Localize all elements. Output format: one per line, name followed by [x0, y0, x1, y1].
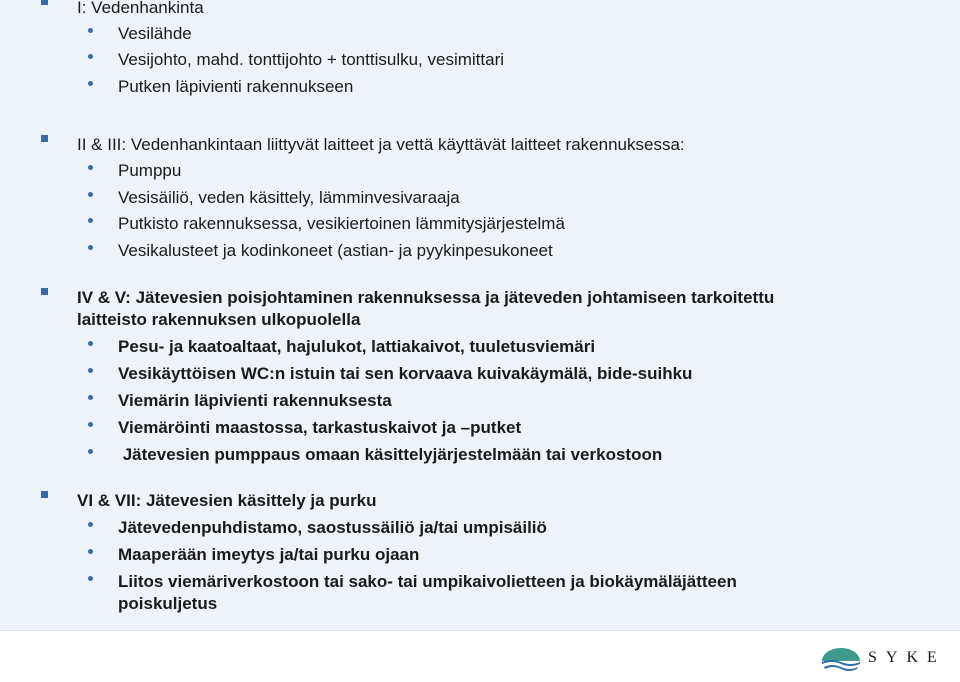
section-heading [0, 287, 960, 309]
dot-bullet-icon [88, 54, 93, 59]
section-title-line-2: laitteisto rakennuksen ulkopuolella [77, 310, 361, 329]
list-item-continued [0, 593, 960, 615]
section-title: IV & V: Jätevesien poisjohtaminen rakennuksessa ja jäteveden johtamiseen tarkoitettu [77, 288, 775, 307]
dot-bullet-icon [88, 192, 93, 197]
dot-bullet-icon [88, 449, 93, 454]
list-item-text: Vesilähde [118, 24, 192, 43]
section-title: II & III: Vedenhankintaan liittyvät laitteet ja vettä käyttävät laitteet rakennuksessa: [77, 135, 685, 154]
list-item [0, 187, 960, 213]
list-item-text: Viemärin läpivienti rakennuksesta [118, 391, 392, 410]
dot-bullet-icon [88, 218, 93, 223]
list-item [0, 336, 960, 363]
list-item [0, 390, 960, 417]
section-1 [0, 0, 960, 102]
dot-bullet-icon [88, 522, 93, 527]
list-item [0, 213, 960, 240]
list-item-text: Vesijohto, mahd. tonttijohto + tonttisulku, vesimittari [118, 50, 505, 69]
dot-bullet-icon [88, 549, 93, 554]
section-title: VI & VII: Jätevesien käsittely ja purku [77, 491, 377, 510]
list-item [0, 240, 960, 266]
square-bullet-icon [41, 135, 48, 142]
section-4 [0, 490, 960, 615]
syke-logo-icon [820, 645, 862, 675]
dot-bullet-icon [88, 341, 93, 346]
section-heading [0, 490, 960, 517]
dot-bullet-icon [88, 245, 93, 250]
syke-logo [820, 645, 946, 675]
list-item [0, 23, 960, 49]
list-item [0, 544, 960, 571]
list-item-text: Vesikäyttöisen WC:n istuin tai sen korvaava kuivakäymälä, bide-suihku [118, 364, 693, 383]
list-item [0, 417, 960, 444]
list-item-text: Pesu- ja kaatoaltaat, hajulukot, lattiakaivot, tuuletusviemäri [118, 337, 596, 356]
footer-divider [0, 630, 960, 631]
list-item [0, 49, 960, 76]
dot-bullet-icon [88, 395, 93, 400]
list-item [0, 363, 960, 390]
list-item-text: Liitos viemäriverkostoon tai sako- tai umpikaivolietteen ja biokäymäläjätteen [118, 572, 737, 591]
section-2 [0, 134, 960, 266]
list-item-text: Vesikalusteet ja kodinkoneet (astian- ja pyykinpesukoneet [118, 241, 553, 260]
dot-bullet-icon [88, 28, 93, 33]
list-item-text: Putkisto rakennuksessa, vesikiertoinen lämmitysjärjestelmä [118, 214, 565, 233]
square-bullet-icon [41, 0, 48, 5]
dot-bullet-icon [88, 81, 93, 86]
section-heading-continued [0, 309, 960, 336]
section-heading [0, 0, 960, 23]
section-3 [0, 287, 960, 471]
list-item-text: Vesisäiliö, veden käsittely, lämminvesivaraaja [118, 188, 460, 207]
list-item-text: Jätevesien pumppaus omaan käsittelyjärjestelmään tai verkostoon [118, 445, 663, 464]
list-item-text-line-2: poiskuljetus [118, 594, 218, 613]
list-item [0, 76, 960, 102]
section-heading [0, 134, 960, 160]
list-item [0, 160, 960, 187]
dot-bullet-icon [88, 422, 93, 427]
dot-bullet-icon [88, 368, 93, 373]
dot-bullet-icon [88, 165, 93, 170]
list-item-text: Jätevedenpuhdistamo, saostussäiliö ja/tai umpisäiliö [118, 518, 547, 537]
list-item-text: Viemäröinti maastossa, tarkastuskaivot ja –putket [118, 418, 522, 437]
list-item-text: Maaperään imeytys ja/tai purku ojaan [118, 545, 420, 564]
list-item-text: Pumppu [118, 161, 182, 180]
list-item [0, 571, 960, 593]
section-title: I: Vedenhankinta [77, 0, 204, 17]
list-item [0, 517, 960, 544]
list-item [0, 444, 960, 471]
logo-text: SYKE [868, 649, 946, 666]
list-item-text: Putken läpivienti rakennukseen [118, 77, 354, 96]
square-bullet-icon [41, 491, 48, 498]
square-bullet-icon [41, 288, 48, 295]
dot-bullet-icon [88, 576, 93, 581]
footer [0, 630, 960, 682]
